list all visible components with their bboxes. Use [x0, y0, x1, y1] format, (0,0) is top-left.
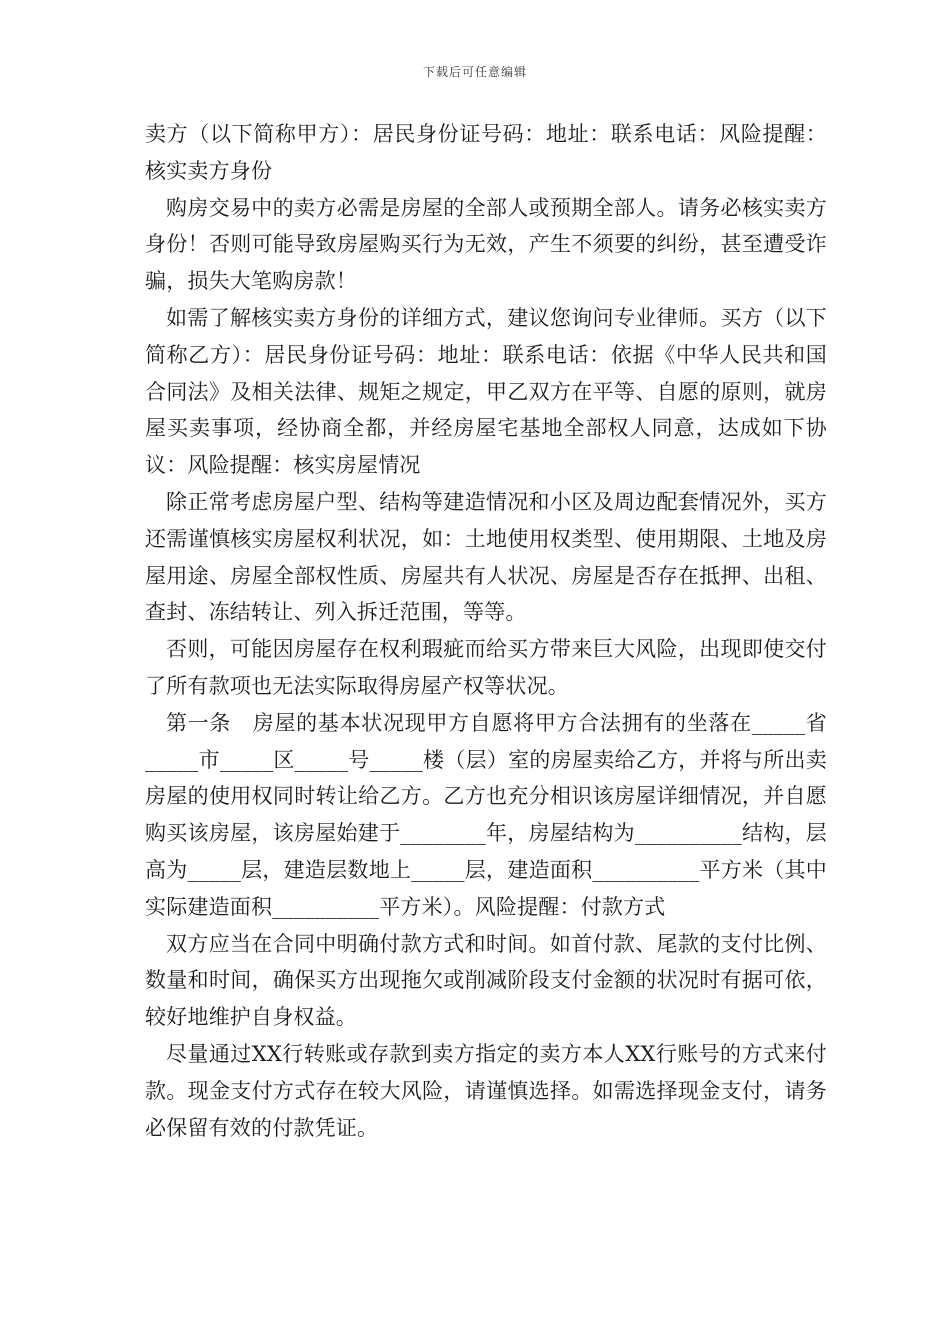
paragraph-buyer-info: 如需了解核实卖方身份的详细方式，建议您询问专业律师。买方（以下简称乙方）：居民身份证号码：地址：联系电话：依据《中华人民共和国合同法》及相关法律、规矩之规定，甲乙双方在平等、自愿的原则，就房屋买卖事项，经协商全都，并经房屋宅基地全部权人同意，达成如下协议：风险提醒：核实房屋情况 [145, 305, 827, 478]
page-header: 下载后可任意编辑 [422, 65, 527, 79]
paragraph-property-rights: 除正常考虑房屋户型、结构等建造情况和小区及周边配套情况外，买方还需谨慎核实房屋权利状况，如：土地使用权类型、使用期限、土地及房屋用途、房屋全部权性质、房屋共有人状况、房屋是否存在抵押、出租、查封、冻结转让、列入拆迁范围，等等。 [145, 489, 827, 625]
paragraph-risk-warning: 否则，可能因房屋存在权利瑕疵而给买方带来巨大风险，出现即使交付了所有款项也无法实际取得房屋产权等状况。 [145, 637, 827, 698]
paragraph-payment-terms: 双方应当在合同中明确付款方式和时间。如首付款、尾款的支付比例、数量和时间，确保买方出现拖欠或削减阶段支付金额的状况时有据可依，较好地维护自身权益。 [145, 931, 827, 1030]
paragraph-seller-identity: 购房交易中的卖方必需是房屋的全部人或预期全部人。请务必核实卖方身份！否则可能导致房屋购买行为无效，产生不须要的纠纷，甚至遭受诈骗，损失大笔购房款！ [145, 195, 827, 294]
paragraph-payment-method: 尽量通过XX行转账或存款到卖方指定的卖方本人XX行账号的方式来付款。现金支付方式存在较大风险，请谨慎选择。如需选择现金支付，请务必保留有效的付款凭证。 [145, 1041, 827, 1140]
paragraph-article-one: 第一条 房屋的基本状况现甲方自愿将甲方合法拥有的坐落在_____省_____市_____区_____号_____楼（层）室的房屋卖给乙方，并将与所出卖房屋的使用权同时转让给乙方。乙方也充分相识该房屋详细情况，并自愿购买该房屋，该房屋始建于________年，房屋结构为__________结构，层高为_____层，建造层数地上_____层，建造面积__________平方米（其中实际建造面积__________平方米）。风险提醒：付款方式 [145, 710, 827, 919]
document-body [145, 116, 827, 1146]
paragraph-seller-info: 卖方（以下简称甲方）：居民身份证号码：地址：联系电话：风险提醒：核实卖方身份 [145, 122, 827, 183]
